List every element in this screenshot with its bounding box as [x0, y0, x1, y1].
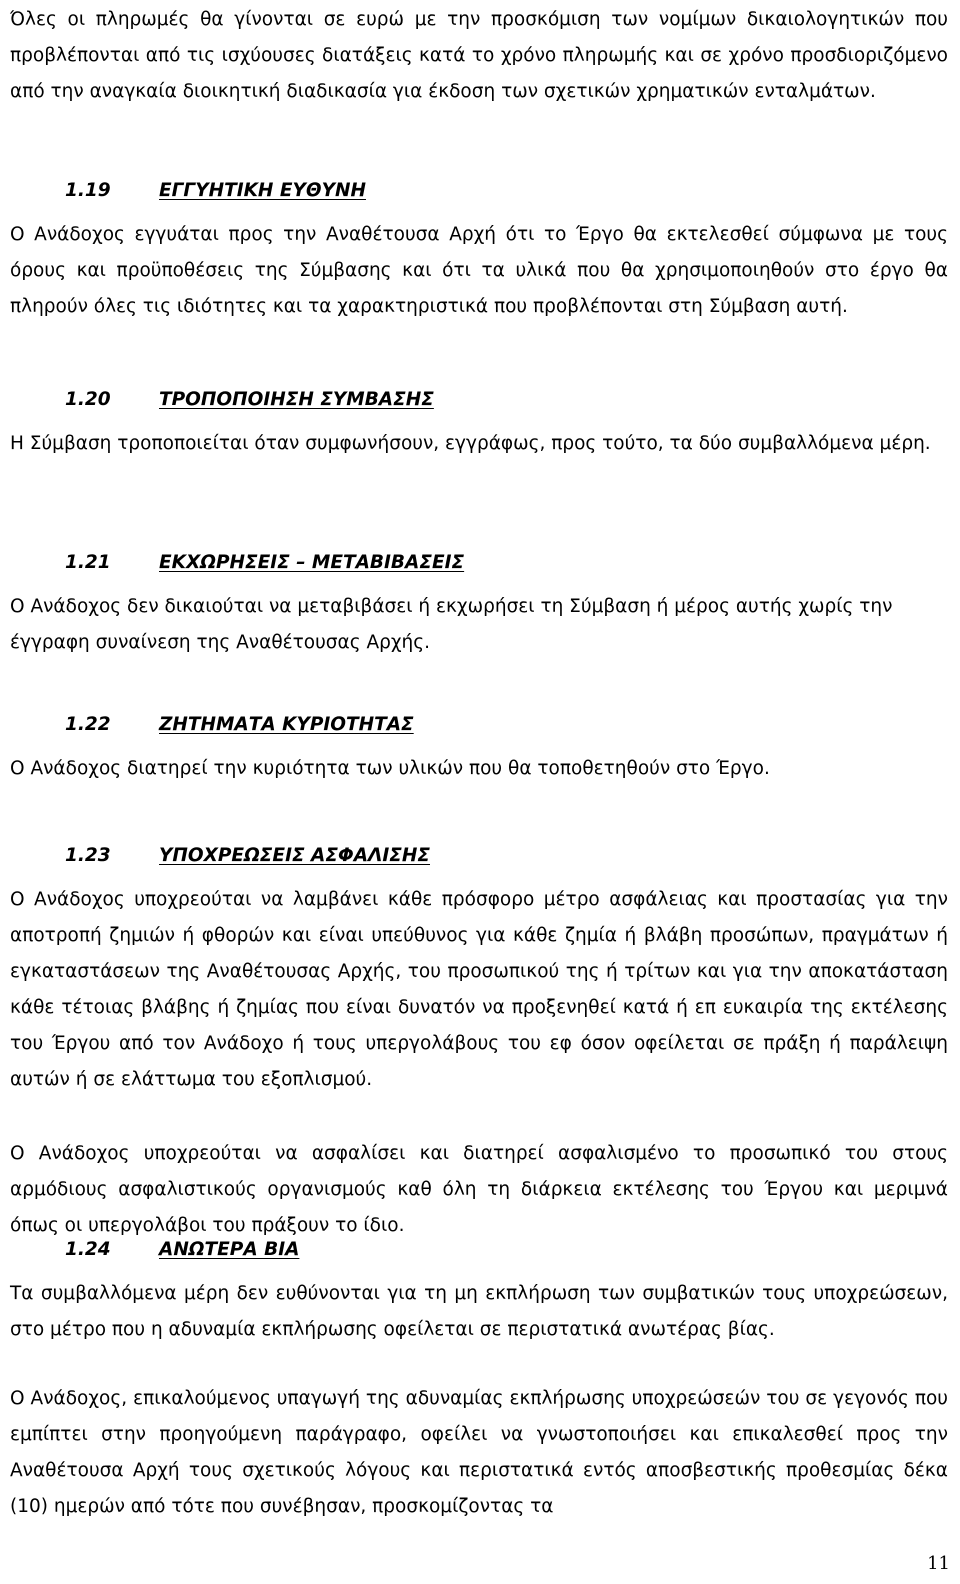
section-number: 1.23 — [65, 845, 111, 866]
page-number: 11 — [927, 1553, 950, 1574]
section-number: 1.20 — [65, 389, 111, 410]
section-number: 1.21 — [65, 552, 111, 573]
section-heading-1-22 — [65, 707, 665, 743]
paragraph-1-24-a: Τα συμβαλλόμενα μέρη δεν ευθύνονται για τη μη εκπλήρωση των συμβατικών τους υποχρεώσεων, στο μέτρο που η αδυναμία εκπλήρωσης οφείλεται σε περιστατικά ανωτέρας βίας. — [10, 1283, 948, 1340]
section-number: 1.22 — [65, 714, 111, 735]
section-heading-1-24 — [65, 1232, 665, 1268]
section-title: ΑΝΩΤΕΡΑ ΒΙΑ — [159, 1239, 300, 1260]
section-title: ΥΠΟΧΡΕΩΣΕΙΣ ΑΣΦΑΛΙΣΗΣ — [159, 845, 430, 866]
section-title: ΕΓΓΥΗΤΙΚΗ ΕΥΘΥΝΗ — [159, 180, 366, 201]
section-number: 1.24 — [65, 1239, 111, 1260]
section-title: ΤΡΟΠΟΠΟΙΗΣΗ ΣΥΜΒΑΣΗΣ — [159, 389, 434, 410]
section-title: ΖΗΤΗΜΑΤΑ ΚΥΡΙΟΤΗΤΑΣ — [159, 714, 414, 735]
section-heading-1-21 — [65, 545, 665, 581]
paragraph-1-20: Η Σύμβαση τροποποιείται όταν συμφωνήσουν, εγγράφως, προς τούτο, τα δύο συμβαλλόμενα μέρη. — [10, 433, 931, 454]
paragraph-1-19: Ο Ανάδοχος εγγυάται προς την Αναθέτουσα Αρχή ότι το Έργο θα εκτελεσθεί σύμφωνα με τους όρους και προϋποθέσεις της Σύμβασης και ότι τα υλικά που θα χρησιμοποιηθούν στο έργο θα πληρούν όλες τις ιδιότητες και τα χαρακτηριστικά που προβλέπονται στη Σύμβαση αυτή. — [10, 224, 948, 317]
section-heading-1-19 — [65, 173, 665, 209]
section-heading-1-23 — [65, 838, 665, 874]
paragraph-1-22: Ο Ανάδοχος διατηρεί την κυριότητα των υλικών που θα τοποθετηθούν στο Έργο. — [10, 758, 770, 779]
intro-paragraph: Όλες οι πληρωμές θα γίνονται σε ευρώ με την προσκόμιση των νομίμων δικαιολογητικών που προβλέπονται από τις ισχύουσες διατάξεις κατά το χρόνο πληρωμής και σε χρόνο προσδιοριζόμενο από την αναγκαία διοικητική διαδικασία για έκδοση των σχετικών χρηματικών ενταλμάτων. — [10, 9, 948, 102]
paragraph-1-21: Ο Ανάδοχος δεν δικαιούται να μεταβιβάσει ή εκχωρήσει τη Σύμβαση ή μέρος αυτής χωρίς την έγγραφη συναίνεση της Αναθέτουσας Αρχής. — [10, 596, 893, 653]
section-number: 1.19 — [65, 180, 111, 201]
paragraph-1-23-b: Ο Ανάδοχος υποχρεούται να ασφαλίσει και διατηρεί ασφαλισμένο το προσωπικό του στους αρμόδιους ασφαλιστικούς οργανισμούς καθ όλη τη διάρκεια εκτέλεσης του Έργου και μεριμνά όπως οι υπεργολάβοι του πράξουν το ίδιο. — [10, 1143, 948, 1236]
paragraph-1-24-b: Ο Ανάδοχος, επικαλούμενος υπαγωγή της αδυναμίας εκπλήρωσης υποχρεώσεών του σε γεγονός που εμπίπτει στην προηγούμενη παράγραφο, οφείλει να γνωστοποιήσει και επικαλεσθεί προς την Αναθέτουσα Αρχή τους σχετικούς λόγους και περιστατικά εντός αποσβεστικής προθεσμίας δέκα (10) ημερών από τότε που συνέβησαν, προσκομίζοντας τα — [10, 1388, 948, 1517]
section-title: ΕΚΧΩΡΗΣΕΙΣ – ΜΕΤΑΒΙΒΑΣΕΙΣ — [159, 552, 465, 573]
section-heading-1-20 — [65, 382, 665, 418]
paragraph-1-23-a: Ο Ανάδοχος υποχρεούται να λαμβάνει κάθε πρόσφορο μέτρο ασφάλειας και προστασίας για την αποτροπή ζημιών ή φθορών και είναι υπεύθυνος για κάθε ζημία ή βλάβη προσώπων, πραγμάτων ή εγκαταστάσεων της Αναθέτουσας Αρχής, του προσωπικού της ή τρίτων και για την αποκατάσταση κάθε τέτοιας βλάβης ή ζημίας που είναι δυνατόν να προξενηθεί κατά ή επ ευκαιρία της εκτέλεσης του Έργου από τον Ανάδοχο ή τους υπεργολάβους του εφ όσον οφείλεται σε πράξη ή παράλειψη αυτών ή σε ελάττωμα του εξοπλισμού. — [10, 889, 948, 1090]
